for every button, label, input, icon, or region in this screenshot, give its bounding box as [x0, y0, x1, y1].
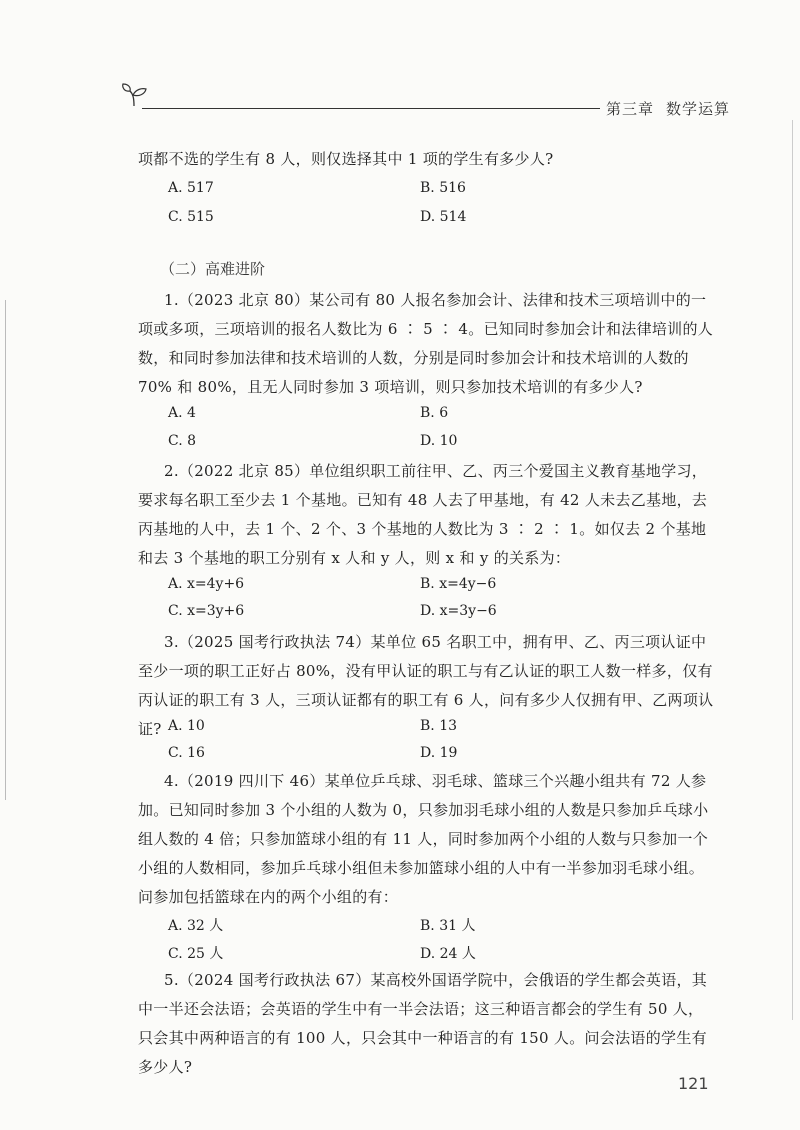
question-3-options-row-1	[168, 718, 728, 738]
option-d: D. 514	[420, 209, 467, 225]
intro-options-row-1	[168, 180, 728, 200]
option-c: C. 8	[168, 433, 197, 449]
option-d: D. 10	[420, 433, 458, 449]
question-3-text: 3.（2025 国考行政执法 74）某单位 65 名职工中，拥有甲、乙、丙三项认证中至少一项的职工正好占 80%，没有甲认证的职工与有乙认证的职工人数一样多，仅有丙认证的职工有 3 人，三项认证都有的职工有 6 人，问有多少人仅拥有甲、乙两项认证?	[138, 633, 714, 738]
question-4-options-row-2	[168, 943, 728, 963]
option-b: B. 31 人	[420, 918, 476, 934]
option-b: B. x=4y−6	[420, 576, 497, 592]
question-1-text: 1.（2023 北京 80）某公司有 80 人报名参加会计、法律和技术三项培训中的一项或多项，三项培训的报名人数比为 6 ∶ 5 ∶ 4。已知同时参加会计和法律培训的人数，和同时参加法律和技术培训的人数，分别是同时参加会计和技术培训的人数的 70% 和 80%，且无人同时参加 3 项培训，则只参加技术培训的有多少人?	[138, 291, 714, 396]
sprout-icon	[120, 82, 152, 108]
scan-edge-mark	[5, 300, 6, 800]
option-c: C. 515	[168, 209, 214, 225]
option-b: B. 13	[420, 718, 458, 734]
question-2-options-row-1	[168, 576, 728, 596]
option-c: C. x=3y+6	[168, 603, 245, 619]
option-a: A. 4	[168, 405, 196, 421]
option-c: C. 25 人	[168, 946, 224, 962]
question-2-options-row-2	[168, 603, 728, 623]
question-5-text: 5.（2024 国考行政执法 67）某高校外国语学院中，会俄语的学生都会英语，其中一半还会法语；会英语的学生中有一半会法语；这三种语言都会的学生有 50 人，只会其中两种语言的有 100 人，只会其中一种语言的有 150 人。问会法语的学生有多少人?	[138, 971, 708, 1076]
chapter-title: 数学运算	[665, 100, 730, 118]
intro-options-row-2	[168, 209, 728, 229]
scan-edge-mark	[792, 120, 793, 1020]
chapter-label	[600, 98, 730, 119]
page-number: 121	[678, 1074, 709, 1093]
question-4-options-row-1	[168, 915, 728, 935]
question-1-options-row-2	[168, 433, 728, 453]
question-4-text: 4.（2019 四川下 46）某单位乒乓球、羽毛球、篮球三个兴趣小组共有 72 人参加。已知同时参加 3 个小组的人数为 0，只参加羽毛球小组的人数是只参加乒乓球小组人数的 4 倍；只参加篮球小组的有 11 人，同时参加两个小组的人数与只参加一个小组的人数相同，参加乒乓球小组但未参加篮球小组的人中有一半参加羽毛球小组。问参加包括篮球在内的两个小组的有：	[138, 772, 709, 906]
intro-text: 项都不选的学生有 8 人，则仅选择其中 1 项的学生有多少人?	[138, 150, 554, 168]
option-c: C. 16	[168, 745, 205, 761]
option-a: A. 10	[168, 718, 205, 734]
question-3-options-row-2	[168, 745, 728, 765]
option-a: A. x=4y+6	[168, 576, 245, 592]
option-b: B. 516	[420, 180, 466, 196]
option-d: D. 19	[420, 745, 458, 761]
question-2-text: 2.（2022 北京 85）单位组织职工前往甲、乙、丙三个爱国主义教育基地学习，要求每名职工至少去 1 个基地。已知有 48 人去了甲基地，有 42 人未去乙基地，去丙基地的人中，去 1 个、2 个、3 个基地的人数比为 3 ∶ 2 ∶ 1。如仅去 2 个基地和去 3 个基地的职工分别有 x 人和 y 人，则 x 和 y 的关系为：	[138, 462, 708, 567]
option-a: A. 517	[168, 180, 214, 196]
page-header	[120, 82, 730, 122]
option-b: B. 6	[420, 405, 449, 421]
section-title: （二）高难进阶	[160, 260, 266, 278]
chapter-number: 第三章	[605, 100, 654, 118]
option-d: D. x=3y−6	[420, 603, 497, 619]
option-a: A. 32 人	[168, 918, 224, 934]
option-d: D. 24 人	[420, 946, 476, 962]
question-1-options-row-1	[168, 405, 728, 425]
